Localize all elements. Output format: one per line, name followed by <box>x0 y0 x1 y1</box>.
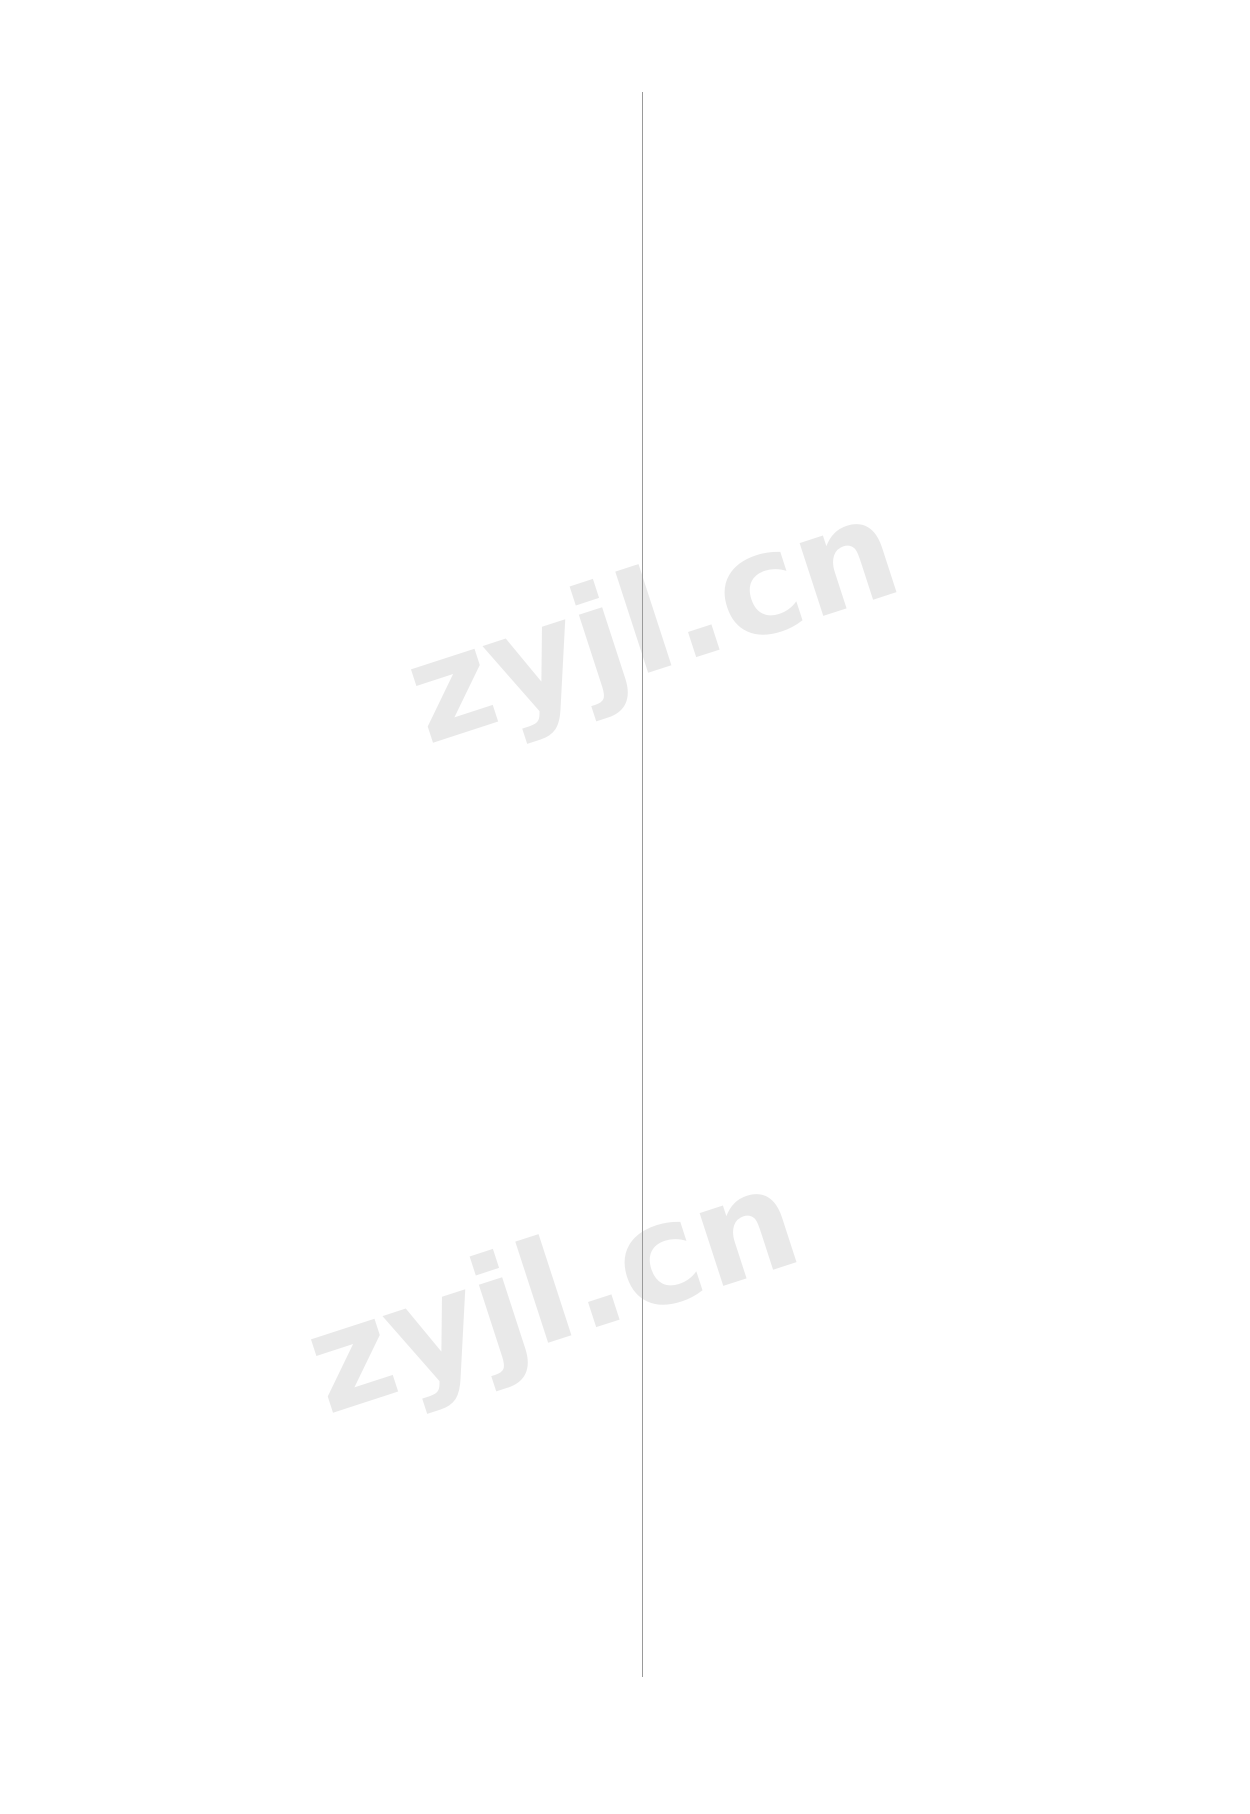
lesson-title <box>100 230 630 260</box>
watermark: zyjl.cn <box>287 1136 818 1447</box>
column-divider <box>642 92 643 1677</box>
left-column <box>100 92 630 291</box>
watermark: zyjl.cn <box>387 466 918 777</box>
grade-title <box>100 188 630 230</box>
new-question-type-title <box>100 92 630 136</box>
lesson-title <box>100 260 630 290</box>
page-footer <box>0 1690 1250 1720</box>
section-title <box>100 136 630 188</box>
